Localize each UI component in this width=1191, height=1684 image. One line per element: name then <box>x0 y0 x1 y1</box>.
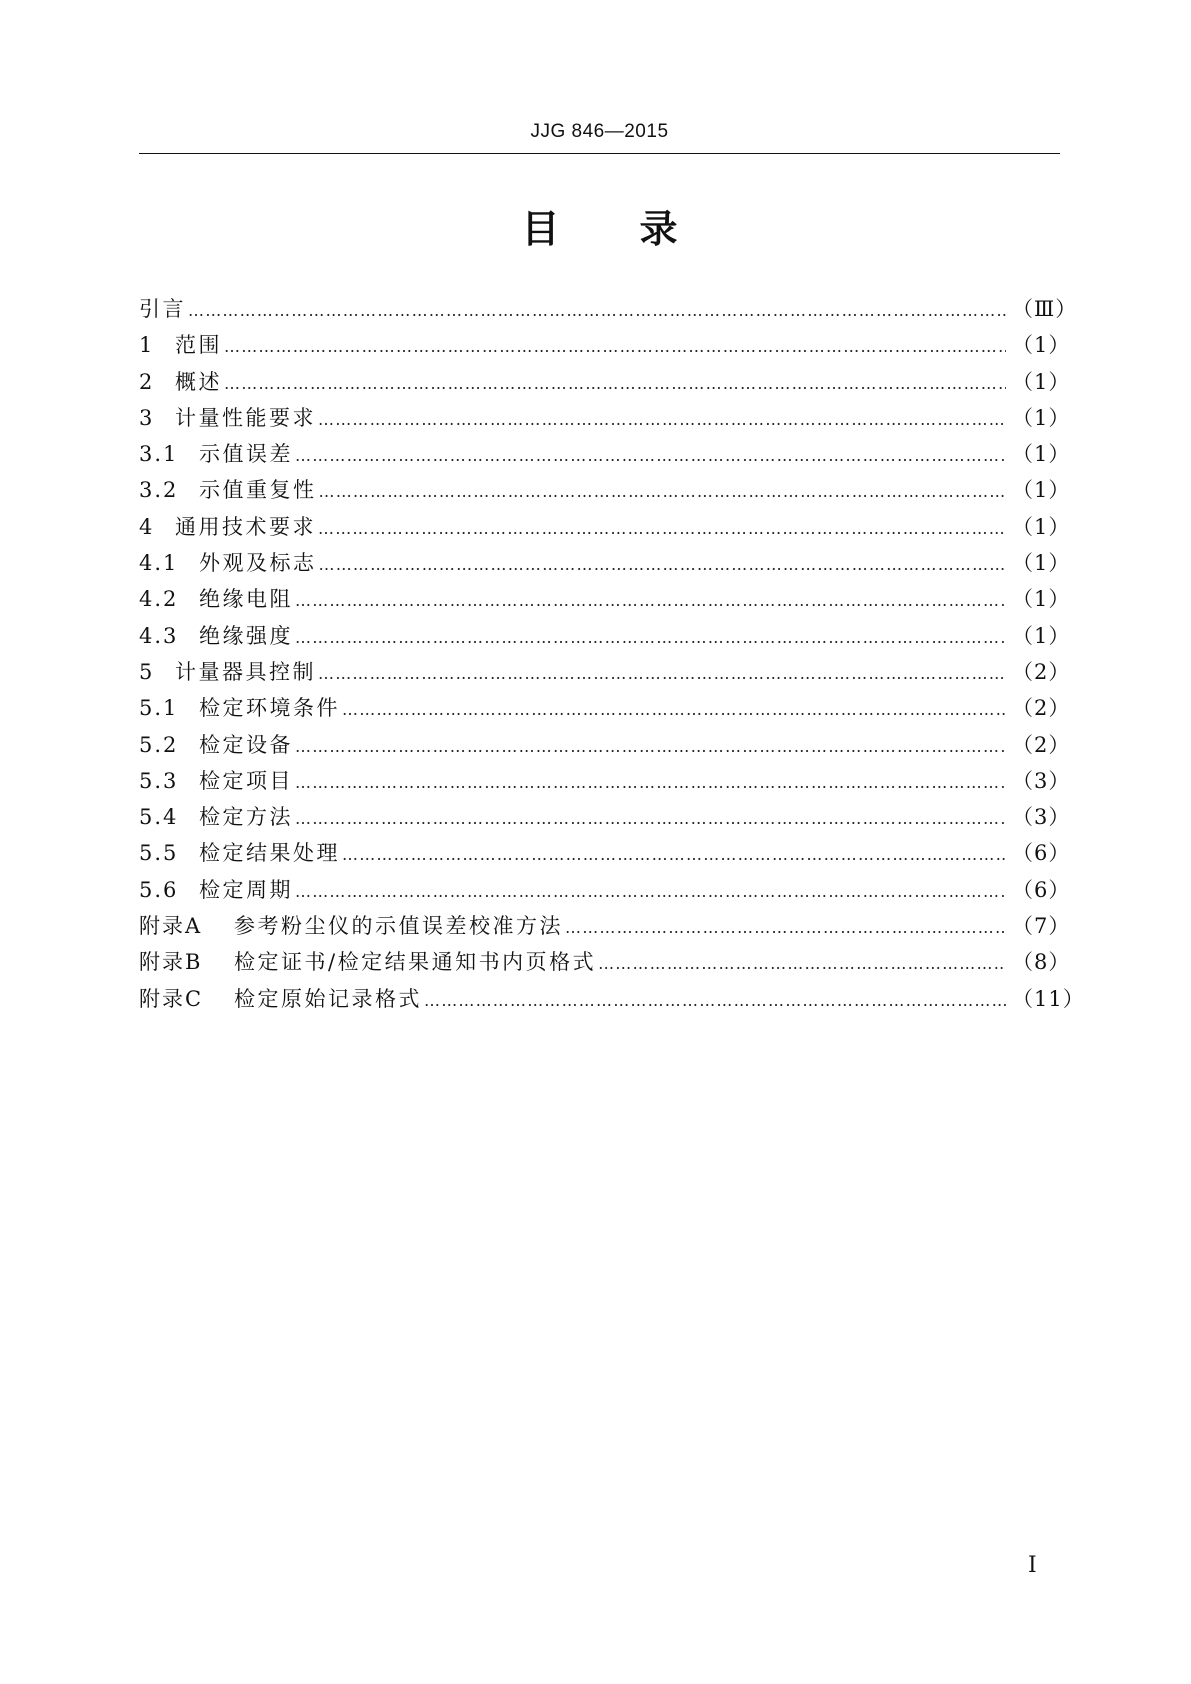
toc-entry[interactable] <box>139 364 1071 400</box>
toc-entry[interactable] <box>139 581 1071 617</box>
toc-leader-dots <box>224 329 1006 365</box>
toc-leader-dots <box>318 511 1006 547</box>
toc-entry-number: 5.1 <box>139 696 179 721</box>
toc-entry-number: 5.4 <box>139 805 179 830</box>
toc-leader-dots <box>295 729 1006 765</box>
toc-entry-page: （Ⅲ） <box>1012 297 1078 321</box>
toc-entry-number: 5.6 <box>139 877 179 902</box>
toc-entry-number: 5 <box>139 659 155 684</box>
toc-entry-label: 示值误差 <box>199 442 293 467</box>
toc-entry-page: （1） <box>1012 514 1071 539</box>
toc-leader-dots <box>295 620 1006 656</box>
toc-leader-dots <box>295 874 1006 910</box>
standard-code: JJG 846—2015 <box>530 121 669 142</box>
toc-entry-label: 检定原始记录格式 <box>234 986 422 1011</box>
toc-entry-number: 4.2 <box>139 587 179 612</box>
toc-leader-dots <box>319 474 1007 510</box>
toc-entry-label: 绝缘电阻 <box>199 587 293 612</box>
toc-entry-page: （6） <box>1012 877 1071 902</box>
toc-entry-label: 外观及标志 <box>199 551 317 576</box>
toc-entry[interactable] <box>139 509 1071 545</box>
toc-leader-dots <box>598 946 1006 982</box>
toc-entry-label: 引言 <box>139 297 186 321</box>
toc-entry[interactable] <box>139 654 1071 690</box>
toc-entry-page: （11） <box>1012 986 1085 1011</box>
toc-entry[interactable] <box>139 545 1071 581</box>
toc-leader-dots <box>319 547 1007 583</box>
toc-entry-number: 附录A <box>139 914 203 939</box>
toc-entry-page: （7） <box>1012 914 1071 939</box>
toc-entry[interactable] <box>139 799 1071 835</box>
toc-entry-page: （1） <box>1012 551 1071 576</box>
toc-entry-page: （1） <box>1012 587 1071 612</box>
toc-entry-label: 通用技术要求 <box>175 514 316 539</box>
toc-entry-page: （1） <box>1012 442 1071 467</box>
toc-entry[interactable] <box>139 908 1071 944</box>
toc-entry-number: 5.3 <box>139 768 179 793</box>
toc-entry-number: 3 <box>139 405 155 430</box>
toc-entry-label: 检定结果处理 <box>199 841 340 866</box>
toc-entry-number: 4.3 <box>139 623 179 648</box>
toc-entry[interactable] <box>139 400 1071 436</box>
toc-entry-label: 检定周期 <box>199 877 293 902</box>
toc-entry-label: 检定证书/检定结果通知书内页格式 <box>234 950 597 975</box>
toc-entry[interactable] <box>139 618 1071 654</box>
toc-entry-page: （2） <box>1012 659 1071 684</box>
toc-leader-dots <box>318 656 1006 692</box>
toc-entry-label: 检定设备 <box>199 732 293 757</box>
toc-entry-number: 3.2 <box>139 478 179 503</box>
page-number: I <box>1028 1553 1037 1578</box>
toc-entry[interactable] <box>139 690 1071 726</box>
toc-leader-dots <box>565 910 1006 946</box>
toc-entry[interactable] <box>139 944 1071 980</box>
toc-entry-number: 附录B <box>139 950 203 975</box>
toc-entry[interactable] <box>139 835 1071 871</box>
toc-leader-dots <box>295 583 1006 619</box>
toc-entry[interactable] <box>139 981 1085 1017</box>
toc-entry[interactable] <box>139 327 1071 363</box>
toc-leader-dots <box>342 692 1006 728</box>
toc-entry-page: （1） <box>1012 478 1071 503</box>
toc-entry-label: 概述 <box>175 369 222 394</box>
toc-entry-label: 计量器具控制 <box>175 659 316 684</box>
toc-leader-dots <box>224 366 1006 402</box>
toc-entry[interactable] <box>139 872 1071 908</box>
header-rule <box>139 153 1060 154</box>
toc-entry-number: 5.2 <box>139 732 179 757</box>
toc-leader-dots <box>318 402 1006 438</box>
toc-entry-page: （2） <box>1012 696 1071 721</box>
toc-entry[interactable] <box>139 472 1071 508</box>
toc-entry-number: 附录C <box>139 986 204 1011</box>
toc-title: 目录 <box>521 207 758 251</box>
toc-entry-label: 检定方法 <box>199 805 293 830</box>
toc-entry-page: （1） <box>1012 405 1071 430</box>
toc-entry-page: （1） <box>1012 333 1071 358</box>
toc-leader-dots <box>295 438 1006 474</box>
toc-entry-label: 范围 <box>175 333 222 358</box>
toc-entry[interactable] <box>139 763 1071 799</box>
toc-leader-dots <box>342 837 1006 873</box>
toc-entry-page: （1） <box>1012 369 1071 394</box>
table-of-contents <box>139 291 1085 1017</box>
toc-entry[interactable] <box>139 291 1078 327</box>
toc-entry-page: （3） <box>1012 805 1071 830</box>
toc-leader-dots <box>295 801 1006 837</box>
toc-entry-label: 参考粉尘仪的示值误差校准方法 <box>234 914 563 939</box>
toc-entry-page: （1） <box>1012 623 1071 648</box>
toc-entry-page: （8） <box>1012 950 1071 975</box>
toc-entry-page: （2） <box>1012 732 1071 757</box>
toc-entry-number: 4.1 <box>139 551 179 576</box>
toc-entry-label: 示值重复性 <box>199 478 317 503</box>
toc-entry-label: 计量性能要求 <box>175 405 316 430</box>
toc-entry-label: 绝缘强度 <box>199 623 293 648</box>
page-header <box>139 118 1060 154</box>
toc-entry[interactable] <box>139 727 1071 763</box>
toc-leader-dots <box>295 765 1006 801</box>
toc-entry-number: 1 <box>139 333 155 358</box>
toc-entry-number: 5.5 <box>139 841 179 866</box>
toc-entry-number: 3.1 <box>139 442 179 467</box>
toc-leader-dots <box>188 293 1006 329</box>
toc-entry-page: （6） <box>1012 841 1071 866</box>
toc-entry-number: 2 <box>139 369 155 394</box>
toc-leader-dots <box>424 983 1006 1019</box>
toc-entry-label: 检定项目 <box>199 768 293 793</box>
toc-entry[interactable] <box>139 436 1071 472</box>
toc-entry-label: 检定环境条件 <box>199 696 340 721</box>
toc-entry-number: 4 <box>139 514 155 539</box>
toc-entry-page: （3） <box>1012 768 1071 793</box>
